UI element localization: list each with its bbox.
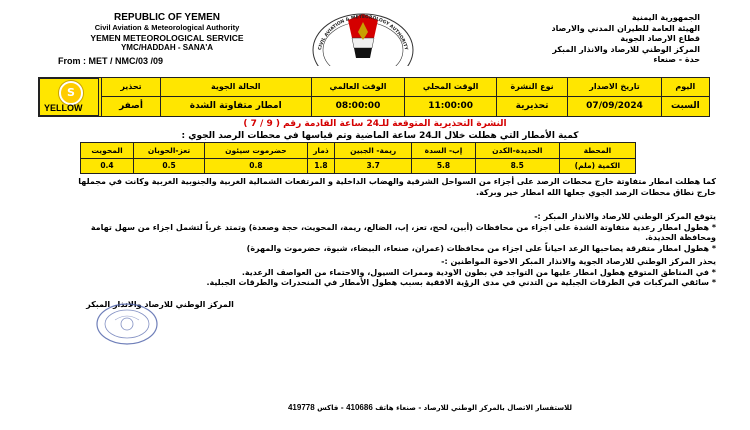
header-english <box>62 13 272 53</box>
forecast-section <box>70 212 716 254</box>
header-ar-sector: قطاع الارصاد الجوية <box>620 34 700 43</box>
rainfall-summary-paragraph: كما هطلت امطار متفاوتة خارج محطات الرصد على أجزاء من السواحل الشرقية والهضاب الداخلية و المرتفعات الشمالية الغربية والجنوبية الغربية وكانت في مجملها خارج نطاق محطات الرصد الجوي جعلها الله امطار خير وبركة. <box>78 177 716 197</box>
warning-header-type: نوع النشرة <box>496 78 567 97</box>
header-ar-center: المركز الوطني للارصاد والانذار المبكر <box>552 44 700 54</box>
header-ar-location: حدة - صنعاء <box>653 55 700 64</box>
warning-header-weather: الحالة الجوية <box>161 78 312 97</box>
rainfall-header-dhamar: ذمار <box>307 143 334 159</box>
footer-fax-label: - فاكس <box>317 404 344 412</box>
warning-bullet-2: * سائقي المركبات في الطرقات الجبلية من التدني في مدى الرؤية الافقية بسبب هطول الأمطار في المنحدرات والطرقات الجبلية. <box>206 278 716 287</box>
forecast-bullet-1: * هطول امطار رعدية متفاوتة الشدة على اجزاء من محافظات (أبين، لحج، تعز، إب، الضالع، ريمة، المحويت، حجة وصعدة) وتمتد غرباً لتشمل اجزاء من سهل تهامة ومحافظة الحديدة. <box>90 222 716 242</box>
rainfall-value-label: الكمية (ملم) <box>559 158 635 174</box>
official-seal-icon <box>95 296 159 346</box>
warning-value-type: تحذيرية <box>496 96 567 116</box>
rainfall-table <box>80 142 636 174</box>
header-republic: REPUBLIC OF YEMEN <box>114 12 220 23</box>
rainfall-header-hadramout: حضرموت سيئون <box>205 143 308 159</box>
yellow-level-text: YELLOW <box>44 103 83 113</box>
forecast-bullet-2: * هطول امطار متفرقة يصاحبها الرعد احياناً على اجزاء من محافظات (عمران، صنعاء، البيضاء، شبوة، حضرموت والمهرة) <box>246 243 716 253</box>
warning-table <box>38 77 710 117</box>
warning-header-row <box>39 78 710 97</box>
warning-value-issue-date: 07/09/2024 <box>568 96 661 116</box>
rainfall-value-hodeidah: 8.5 <box>475 158 559 174</box>
warning-header-utc-time: الوقت العالمي <box>311 78 405 97</box>
warning-header-local-time: الوقت المحلي <box>405 78 496 97</box>
warning-header-day: اليوم <box>661 78 709 97</box>
forecast-heading: يتوقع المركز الوطني للارصاد والانذار المبكر :- <box>534 212 716 221</box>
rainfall-header-hodeidah: الحديدة-الكدن <box>475 143 559 159</box>
yellow-level-badge <box>39 78 99 116</box>
rainfall-header-mahwit: المحويت <box>81 143 134 159</box>
rainfall-header-taiz: تعز-الحوبان <box>134 143 205 159</box>
rainfall-value-raymah: 3.7 <box>335 158 412 174</box>
rain-title: كمية الأمطار التي هطلت خلال الـ24 ساعة الماضية وتم قياسها في محطات الرصد الجوي : <box>181 131 579 141</box>
rainfall-header-row <box>81 143 636 159</box>
warning-value-local-time: 11:00:00 <box>405 96 496 116</box>
header-service: YEMEN METEOROLOGICAL SERVICE <box>90 33 244 43</box>
warning-value-utc-time: 08:00:00 <box>311 96 405 116</box>
header-arabic <box>470 13 700 66</box>
rainfall-value-taiz: 0.5 <box>134 158 205 174</box>
header-ar-authority: الهيئة العامة للطيران المدني والارصاد <box>551 23 700 33</box>
bulletin-title: النشرة التحذيرية المتوقعة للـ24 ساعة القادمة رقم ( 9 / 7 ) <box>243 119 507 129</box>
warning-header-issue-date: تاريخ الاصدار <box>568 78 661 97</box>
rainfall-value-dhamar: 1.8 <box>307 158 334 174</box>
header-authority: Civil Aviation & Meteorological Authority <box>94 23 240 32</box>
footer-phone: 410686 <box>346 403 373 412</box>
warning-header-alert: تحذير <box>102 78 161 97</box>
warning-value-row <box>39 96 710 116</box>
header-location: YMC/HADDAH - SANA'A <box>120 43 214 52</box>
rainfall-value-ibb: 5.8 <box>412 158 475 174</box>
rainfall-header-ibb: إب- السدة <box>412 143 475 159</box>
footer-contact <box>170 403 690 412</box>
sun-icon: S <box>59 81 83 105</box>
rainfall-value-mahwit: 0.4 <box>81 158 134 174</box>
rainfall-value-row <box>81 158 636 174</box>
signature-text: المركز الوطني للارصاد والانذار المبكر <box>86 300 234 309</box>
warning-value-alert: أصفر <box>102 96 161 116</box>
rainfall-value-hadramout: 0.8 <box>205 158 308 174</box>
authority-logo-icon <box>308 10 418 66</box>
footer-fax: 419778 <box>287 403 315 412</box>
header-ar-republic: الجمهورية اليمنية <box>631 13 700 22</box>
warning-heading: يحذر المركز الوطني للارصاد الجوية والانذار المبكر الاخوة المواطنين :- <box>441 257 716 266</box>
warning-bullet-1: * في المناطق المتوقع هطول امطار عليها من التواجد في بطون الاودية وممرات السيول، والاحتماء من العواصف الرعدية. <box>241 267 716 277</box>
warning-value-weather: امطار متفاوتة الشدة <box>161 96 312 116</box>
rainfall-header-raymah: ريمة- الجبين <box>335 143 412 159</box>
from-reference: From : MET / NMC/03 /09 <box>58 56 164 66</box>
warning-section <box>70 257 716 289</box>
footer-text: للاستفسار الاتصال بالمركز الوطني للارصاد - صنعاء هاتف <box>375 404 573 412</box>
rainfall-header-station: المحطة <box>559 143 635 159</box>
logo-text: CIVIL AVIATION & METEOROLOGY AUTHORITY <box>317 15 409 51</box>
warning-value-day: السبت <box>661 96 709 116</box>
